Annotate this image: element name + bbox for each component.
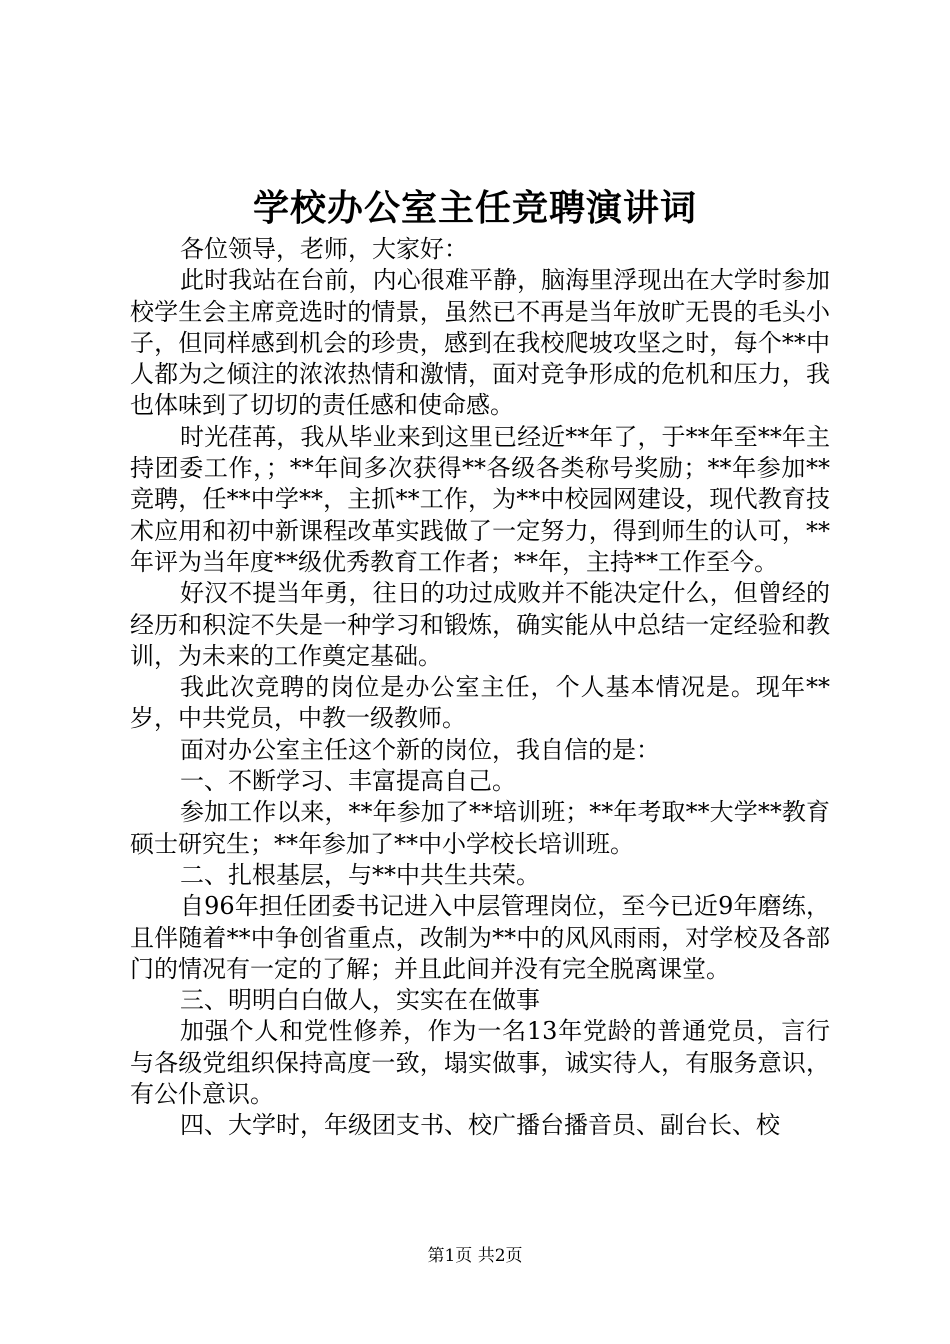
paragraph: 我此次竞聘的岗位是办公室主任，个人基本情况是。现年**岁，中共党员，中教一级教师。 xyxy=(130,673,830,733)
paragraph-greeting: 各位领导，老师，大家好： xyxy=(180,235,468,263)
section-heading: 一、不断学习、丰富提高自己。 xyxy=(180,767,516,796)
page-footer xyxy=(0,1244,950,1268)
paragraph: 好汉不提当年勇，往日的功过成败并不能决定什么，但曾经的经历和积淀不失是一种学习和锻炼，确实能从中总结一定经验和教训，为未来的工作奠定基础。 xyxy=(130,579,830,670)
section-heading: 四、大学时，年级团支书、校广播台播音员、副台长、校 xyxy=(180,1111,780,1140)
document-title: 学校办公室主任竞聘演讲词 xyxy=(252,187,697,229)
section-heading: 三、明明白白做人，实实在在做事 xyxy=(180,986,540,1015)
paragraph: 时光荏苒，我从毕业来到这里已经近**年了，于**年至**年主持团委工作，；**年间多次获得**各级各类称号奖励；**年参加**竞聘，任**中学**，主抓**工作，为**中校园网建设，现代教育技术应用和初中新课程改革实践做了一定努力，得到师生的认可，**年评为当年度**级优秀教育工作者；**年，主持**工作至今。 xyxy=(130,422,830,576)
section-heading: 二、扎根基层，与**中共生共荣。 xyxy=(180,860,540,889)
paragraph: 加强个人和党性修养，作为一名13年党龄的普通党员，言行与各级党组织保持高度一致，塌实做事，诚实待人，有服务意识，有公仆意识。 xyxy=(130,1017,830,1109)
paragraph: 此时我站在台前，内心很难平静，脑海里浮现出在大学时参加校学生会主席竞选时的情景，虽然已不再是当年放旷无畏的毛头小子，但同样感到机会的珍贵，感到在我校爬坡攻坚之时，每个**中人都为之倾注的浓浓热情和激情，面对竞争形成的危机和压力，我也体味到了切切的责任感和使命感。 xyxy=(130,266,830,420)
paragraph: 参加工作以来，**年参加了**培训班；**年考取**大学**教育硕士研究生；**年参加了**中小学校长培训班。 xyxy=(130,798,830,858)
paragraph: 面对办公室主任这个新的岗位，我自信的是： xyxy=(180,735,660,764)
page-total: 共2页 xyxy=(477,1246,523,1266)
paragraph: 自96年担任团委书记进入中层管理岗位，至今已近9年磨练，且伴随着**中争创省重点，改制为**中的风风雨雨，对学校及各部门的情况有一定的了解；并且此间并没有完全脱离课堂。 xyxy=(130,892,830,983)
document-body xyxy=(130,234,830,1142)
page-number: 第1页 xyxy=(427,1246,473,1266)
